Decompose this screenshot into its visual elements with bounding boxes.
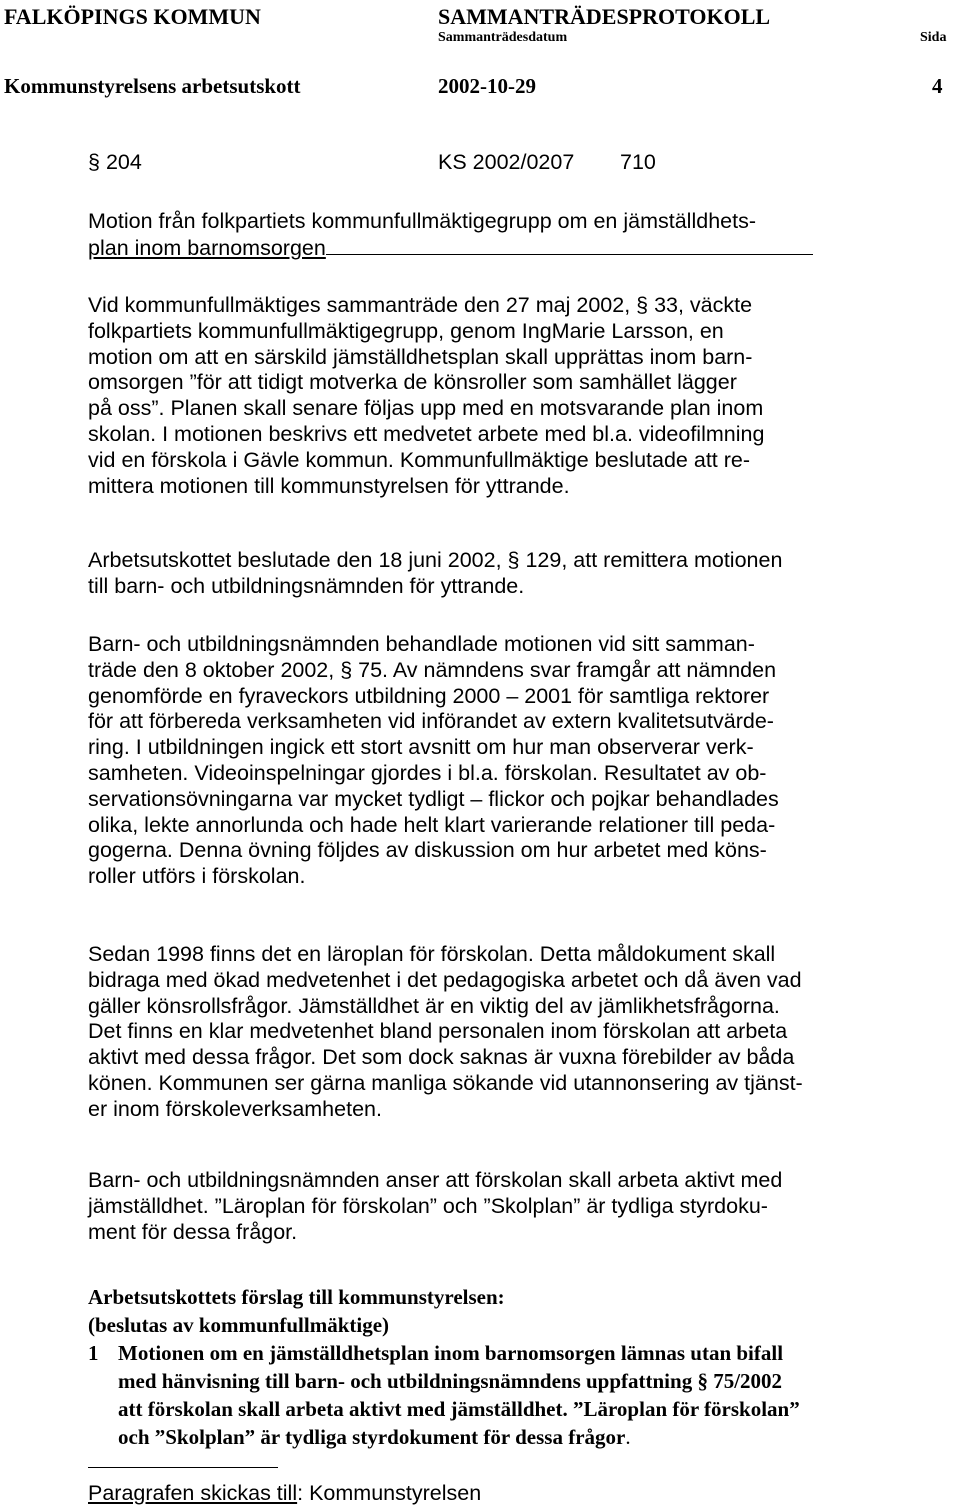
text-line: gogerna. Denna övning följdes av diskussion om hur arbetet med köns- xyxy=(88,838,767,863)
text-line: omsorgen ”för att tidigt motverka de könsroller som samhället lägger xyxy=(88,370,737,395)
text-line: Sedan 1998 finns det en läroplan för förskolan. Detta måldokument skall xyxy=(88,942,776,966)
text-line: servationsövningarna var mycket tydligt – flickor och pojkar behandlades xyxy=(88,786,779,811)
meeting-date: 2002-10-29 xyxy=(438,74,536,98)
footer-divider xyxy=(88,1467,278,1468)
paragraph xyxy=(88,1168,782,1245)
distribution-line xyxy=(88,1481,481,1506)
text-line: mittera motionen till kommunstyrelsen för yttrande. xyxy=(88,473,570,498)
case-number: KS 2002/0207 xyxy=(438,150,575,174)
text-line: vid en förskola i Gävle kommun. Kommunfullmäktige beslutade att re- xyxy=(88,447,751,472)
proposal-item-number: 1 xyxy=(88,1341,99,1365)
text-line: folkpartiets kommunfullmäktigegrupp, genom IngMarie Larsson, en xyxy=(88,318,724,343)
text-line: gäller könsrollsfrågor. Jämställdhet är en viktig del av jämlikhetsfrågorna. xyxy=(88,993,780,1018)
text-line: er inom förskoleverksamheten. xyxy=(88,1096,382,1121)
paragraph xyxy=(88,942,803,1123)
text-line: olika, lekte annorlunda och hade helt klart varierande relationer till peda- xyxy=(88,812,776,837)
text-line: Barn- och utbildningsnämnden behandlade motionen vid sitt samman- xyxy=(88,632,755,656)
meeting-date-label: Sammanträdesdatum xyxy=(438,30,568,45)
title-line: plan inom barnomsorgen xyxy=(88,235,813,261)
distribution-recipient: Kommunstyrelsen xyxy=(309,1481,482,1505)
text-line: bidraga med ökad medvetenhet i det pedagogiska arbetet och då även vad xyxy=(88,967,802,992)
text-line: ring. I utbildningen ingick ett stort avsnitt om hur man observerar verk- xyxy=(88,735,754,760)
text-line: jämställdhet. ”Läroplan för förskolan” och ”Skolplan” är tydliga styrdoku- xyxy=(88,1193,768,1218)
text-line: med hänvisning till barn- och utbildningsnämndens uppfattning § 75/2002 xyxy=(118,1369,783,1393)
text-line: ment för dessa frågor. xyxy=(88,1219,298,1244)
title-underline xyxy=(326,235,813,255)
org-name: FALKÖPINGS KOMMUN xyxy=(4,4,261,29)
distribution-label: Paragrafen skickas till xyxy=(88,1481,298,1505)
committee-name: Kommunstyrelsens arbetsutskott xyxy=(4,74,301,98)
text-line: Motionen om en jämställdhetsplan inom barnomsorgen lämnas utan bifall xyxy=(118,1341,784,1365)
proposal-item-text xyxy=(118,1339,800,1451)
paragraph xyxy=(88,293,764,499)
text-line: att förskolan skall arbeta aktivt med jämställdhet. ”Läroplan för förskolan” xyxy=(118,1397,800,1421)
text-line: könen. Kommunen ser gärna manliga sökande vid utannonsering av tjänst- xyxy=(88,1070,803,1095)
text-line: roller utförs i förskolan. xyxy=(88,864,306,889)
text-line: motion om att en särskild jämställdhetsplan skall upprättas inom barn- xyxy=(88,344,753,369)
text-line: till barn- och utbildningsnämnden för yttrande. xyxy=(88,573,525,598)
paragraph-number: 204 xyxy=(105,150,142,174)
proposal-subheading: (beslutas av kommunfullmäktige) xyxy=(88,1313,390,1337)
text-line: Vid kommunfullmäktiges sammanträde den 27 maj 2002, § 33, väckte xyxy=(88,293,753,317)
proposal-heading: Arbetsutskottets förslag till kommunstyrelsen: xyxy=(88,1285,505,1309)
paragraph xyxy=(88,548,782,600)
text-line: Det finns en klar medvetenhet bland personalen inom förskolan att arbeta xyxy=(88,1019,788,1044)
text-line: på oss”. Planen skall senare följas upp med en motsvarande plan inom xyxy=(88,396,764,421)
text-line: Arbetsutskottet beslutade den 18 juni 2002, § 129, att remittera motionen xyxy=(88,548,783,572)
text-line: skolan. I motionen beskrivs ett medvetet arbete med bl.a. videofilmning xyxy=(88,421,765,446)
distribution-colon: : xyxy=(297,1481,304,1505)
text-line: aktivt med dessa frågor. Det som dock saknas är vuxna förebilder av båda xyxy=(88,1045,795,1070)
case-line xyxy=(88,150,142,175)
text-line: samheten. Videoinspelningar gjordes i bl.a. förskolan. Resultatet av ob- xyxy=(88,760,767,785)
page-number: 4 xyxy=(932,74,943,98)
document-type: SAMMANTRÄDESPROTOKOLL xyxy=(438,4,771,29)
document-title xyxy=(88,209,813,261)
text-line: träde den 8 oktober 2002, § 75. Av nämndens svar framgår att nämnden xyxy=(88,657,777,682)
text-line: Barn- och utbildningsnämnden anser att förskolan skall arbeta aktivt med xyxy=(88,1168,783,1192)
text-line: för att förbereda verksamheten vid införandet av extern kvalitetsutvärde- xyxy=(88,709,774,734)
section-symbol: § xyxy=(88,150,100,174)
paragraph xyxy=(88,632,779,890)
page-label: Sida xyxy=(920,30,947,45)
text-line: genomförde en fyraveckors utbildning 2000 – 2001 för samtliga rektorer xyxy=(88,683,770,708)
proposal-heading-block xyxy=(88,1283,505,1339)
text-line: och ”Skolplan” är tydliga styrdokument för dessa frågor. xyxy=(118,1425,631,1449)
title-line: Motion från folkpartiets kommunfullmäktigegrupp om en jämställdhets- xyxy=(88,209,756,233)
case-code: 710 xyxy=(620,150,656,174)
